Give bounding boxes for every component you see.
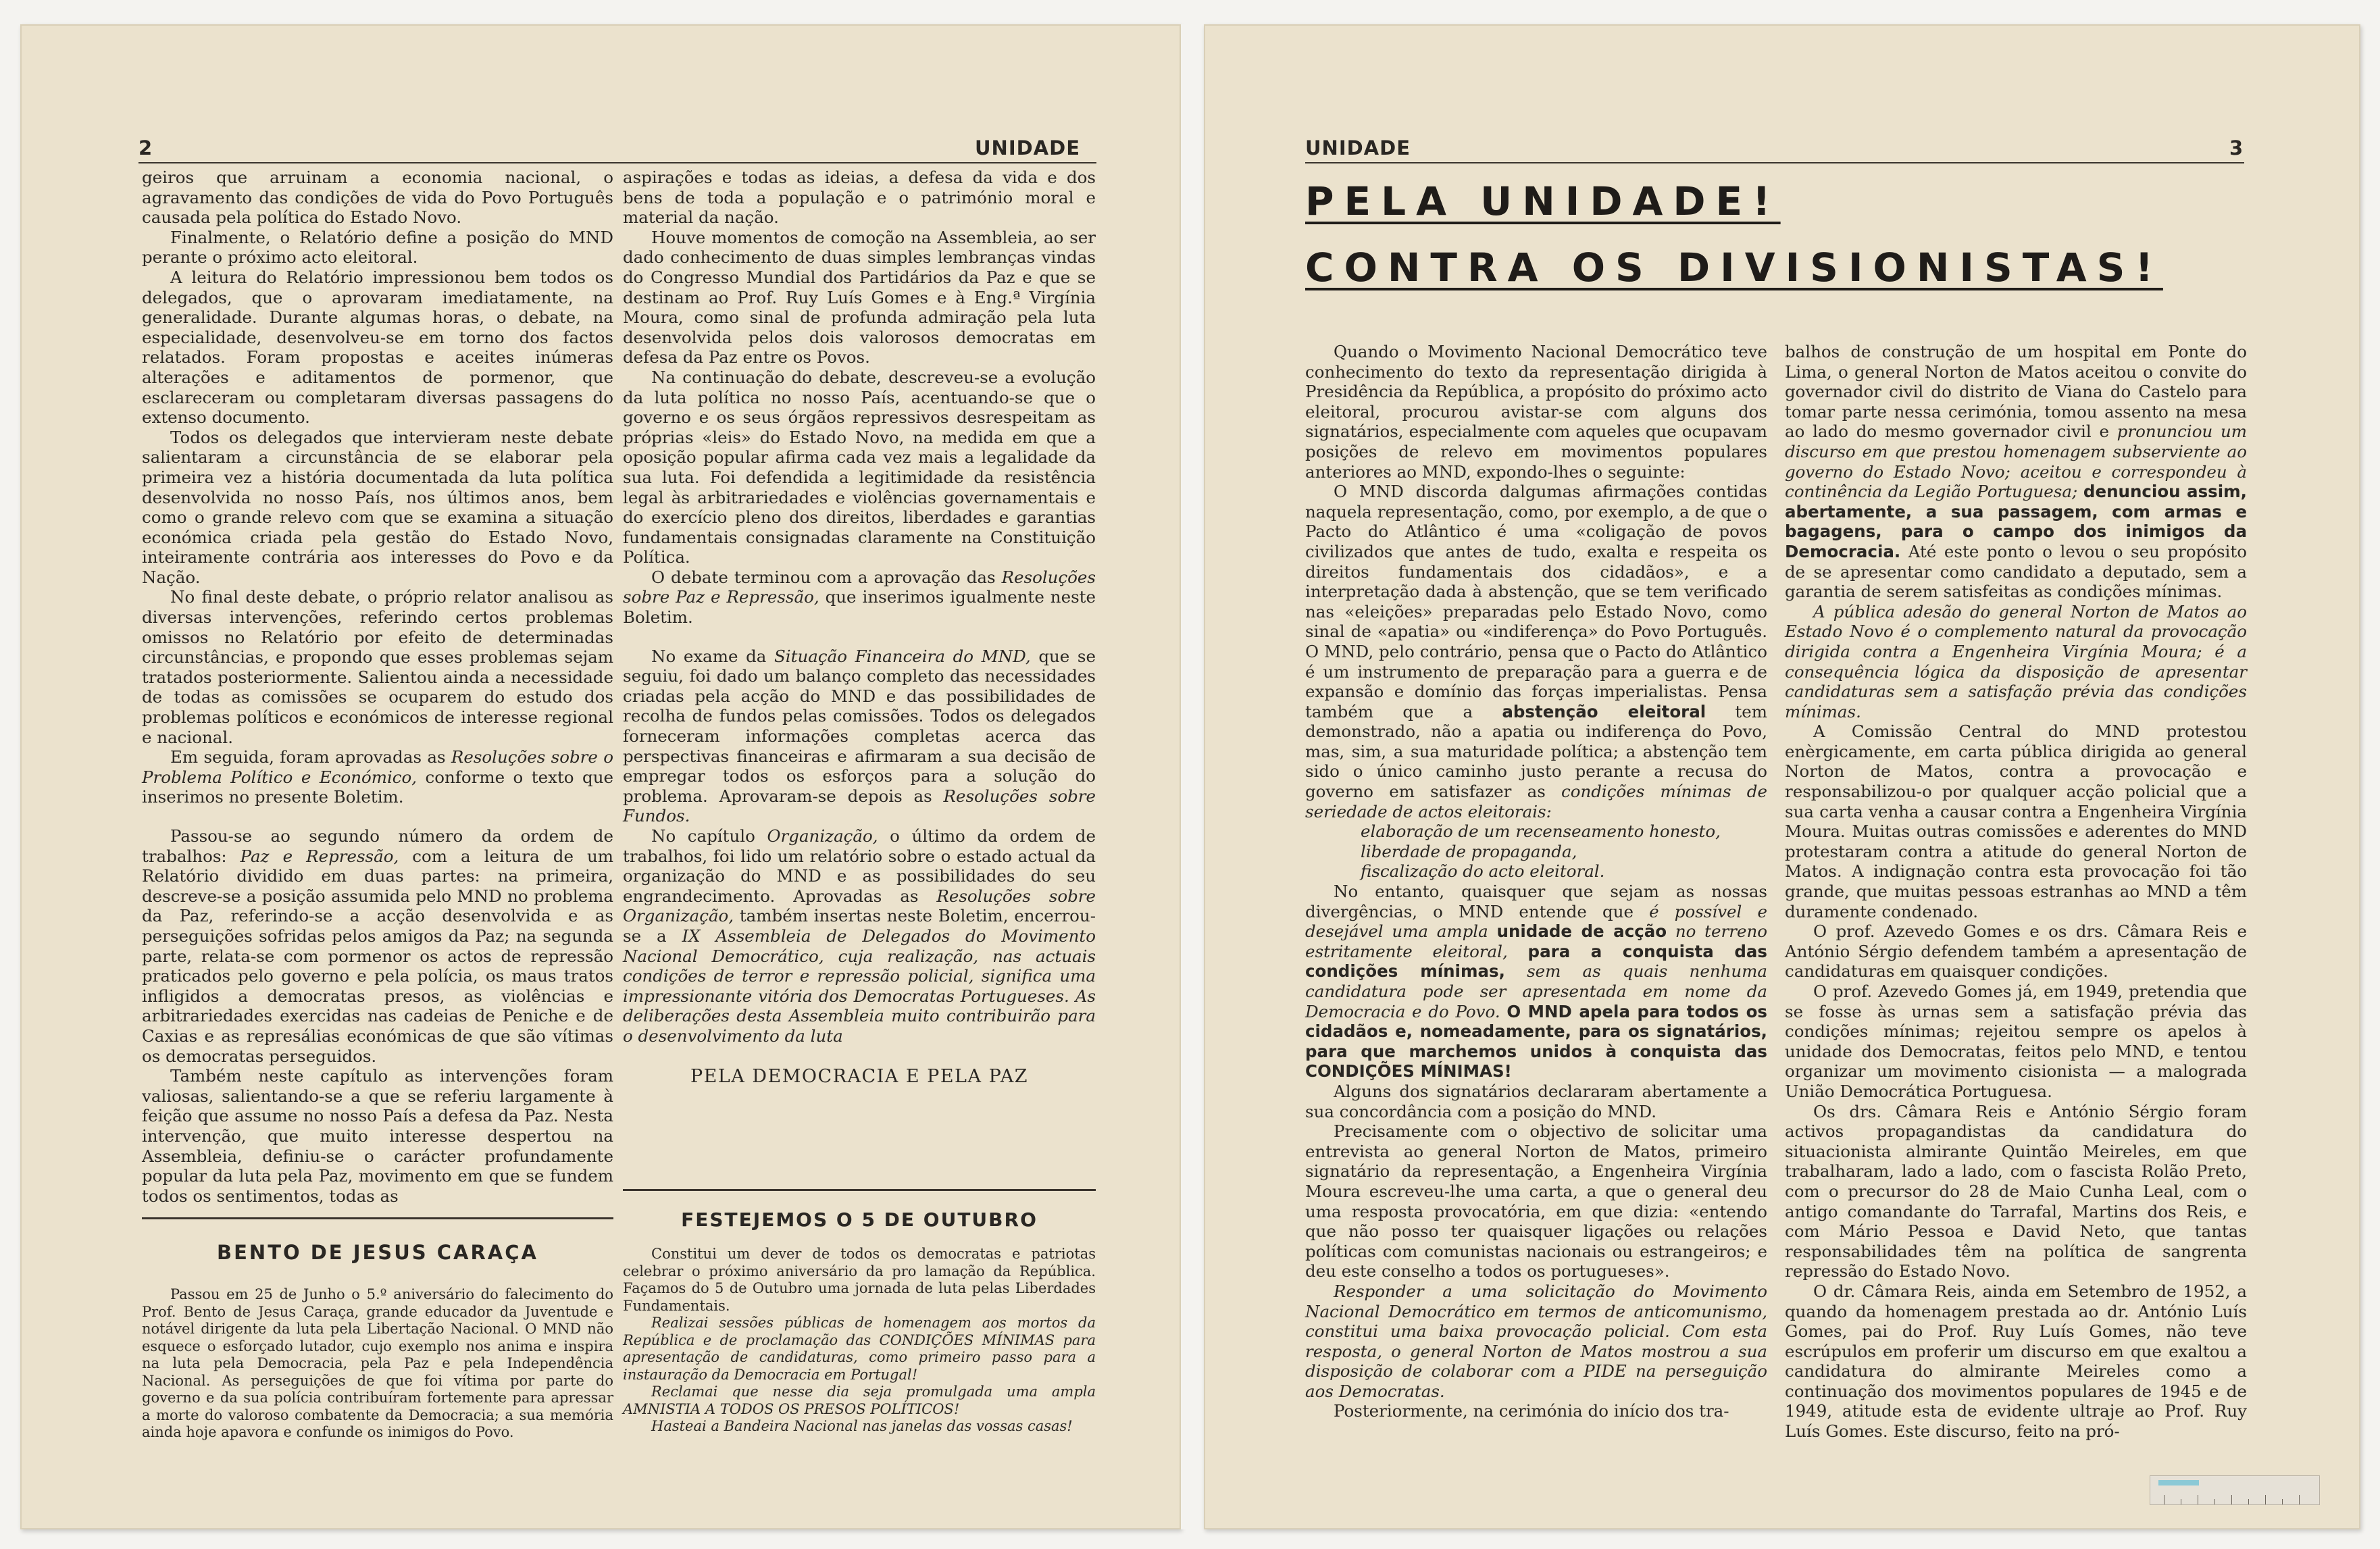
condition-item: elaboração de um recenseamento honesto, bbox=[1361, 821, 1721, 842]
paragraph: O prof. Azevedo Gomes e os drs. Câmara Reis e António Sérgio defendem também a apresentação de candidaturas em quaisquer condições. bbox=[1785, 921, 2247, 982]
column-left bbox=[142, 168, 613, 1206]
paragraph: Responder a uma solicitação do Movimento Nacional Democrático em termos de anticomunismo, constitui uma baixa provocação policial. Com esta resposta, o general Norton de Matos mostrou a sua disposição de colaborar com a PIDE na perseguição aos Democratas. bbox=[1305, 1281, 1767, 1401]
paragraph: Finalmente, o Relatório define a posição do MND perante o próximo acto eleitoral. bbox=[142, 227, 613, 268]
outubro-text: Hasteai a Bandeira Nacional nas janelas das vossas casas! bbox=[651, 1418, 1073, 1434]
paragraph: A leitura do Relatório impressionou bem todos os delegados, que o aprovaram imediatamente, na generalidade. Durante algumas horas, o debate, na especialidade, desenvolveu-se em torno dos factos relatados. Foram propostas e aceites inúmeras alterações e aditamentos de pormenor, que esclareceram ou completaram diversas passagens do extenso documento. bbox=[142, 267, 613, 428]
column-right bbox=[1785, 342, 2247, 1442]
outubro-text: Reclamai que nesse dia seja promulgada uma ampla AMNISTIA A TODOS OS PRESOS POLÍTICOS! bbox=[623, 1383, 1096, 1417]
paragraph: geiros que arruinam a economia nacional, o agravamento das condições de vida do Povo Português causada pela política do Estado Novo. bbox=[142, 168, 613, 228]
paragraph: A pública adesão do general Norton de Matos ao Estado Novo é o complemento natural da provocação dirigida contra a Engenheira Virgínia Moura; é a consequência lógica da disposição de apresentar candidaturas sem a satisfação prévia das condições mínimas. bbox=[1785, 601, 2247, 721]
paragraph: aspirações e todas as ideias, a defesa da vida e dos bens de toda a população e o património moral e material da nação. bbox=[623, 168, 1096, 228]
paragraph: Também neste capítulo as intervenções foram valiosas, salientando-se a que se referiu largamente à feição que assume no nosso País a defesa da Paz. Nesta intervenção, que muito interesse despertou na Assembleia, definiu-se o carácter profundamente popular da luta pela Paz, movimento em que se fundem todos os sentimentos, todas as bbox=[142, 1066, 613, 1206]
headline-unity: PELA UNIDADE! bbox=[1305, 178, 1781, 224]
outubro-box bbox=[623, 1201, 1096, 1436]
header-rule bbox=[1305, 162, 2244, 163]
column-left bbox=[1305, 342, 1767, 1421]
page-number: 2 bbox=[138, 136, 153, 159]
paragraph: No exame da Situação Financeira do MND, que se seguiu, foi dado um balanço completo das necessidades criadas pela acção do MND e das possibilidades de recolha de fundos pelas comissões. Todos os delegados forneceram informações completas acerca das perspectivas financeiras e afirmaram a sua decisão de empregar todos os esforços para a solução do problema. Aprovaram-se depois as Resoluções sobre Fundos. bbox=[623, 646, 1096, 826]
caraca-heading: BENTO DE JESUS CARAÇA bbox=[217, 1241, 538, 1264]
headline-divisionists: CONTRA OS DIVISIONISTAS! bbox=[1305, 245, 2163, 290]
paragraph: Passou-se ao segundo número da ordem de trabalhos: Paz e Repressão, com a leitura de um Relatório dividido em duas partes: na primeira, descreve-se a posição assumida pelo MND no problema da Paz, referindo-se a acção desenvolvida e as perseguições sofridas pelos amigos da Paz; na segunda parte, relata-se com pormenor os actos de repressão praticados pelo governo e pela polícia, os maus tratos infligidos a democratas presos, as violências e arbitrariedades exercidas nas cadeias de Peniche e de Caxias e as represálias económicas de que são vítimas os democratas perseguidos. bbox=[142, 826, 613, 1066]
outubro-text: Realizai sessões públicas de homenagem aos mortos da República e de proclamação das CONDIÇÕES MÍNIMAS para apresentação de candidaturas, como primeiro passo para a instauração da Democracia em Portugal! bbox=[623, 1315, 1096, 1383]
paragraph: Todos os delegados que intervieram neste debate salientaram a circunstância de se elaborar pela primeira vez a história documentada da luta política desenvolvida no nosso País, nos últimos anos, bem como o grande relevo com que se examina a situação económica criada pela gestão do Estado Novo, inteiramente contrária aos interesses do Povo e da Nação. bbox=[142, 427, 613, 587]
paragraph: A Comissão Central do MND protestou enèrgicamente, em carta pública dirigida ao general Norton de Matos, contra a provocação e responsabilizou-o por qualquer acção policial que a sua carta venha a causar contra a Engenheira Virgínia Moura. Muitas outras comissões e aderentes do MND protestaram contra a atitude do general Norton de Matos. A indignação contra esta provocação foi tão grande, que muitas pessoas estranhas ao MND a têm duramente condenado. bbox=[1785, 721, 2247, 921]
outubro-heading: FESTEJEMOS O 5 DE OUTUBRO bbox=[681, 1209, 1038, 1231]
running-title: UNIDADE bbox=[1305, 136, 1411, 159]
paragraph: Posteriormente, na cerimónia do início dos tra- bbox=[1334, 1401, 1729, 1421]
box-rule bbox=[142, 1217, 613, 1219]
running-title: UNIDADE bbox=[975, 136, 1081, 159]
paragraph: O dr. Câmara Reis, ainda em Setembro de 1952, a quando da homenagem prestada ao dr. António Luís Gomes, pai do Prof. Ruy Luís Gomes, não teve escrúpulos em proferir um discurso em que exaltou a candidatura do almirante Meireles como a continuação dos movimentos populares de 1945 e de 1949, atitude esta de evidente ultraje ao Prof. Ruy Luís Gomes. Este discurso, feito na pró- bbox=[1785, 1281, 2247, 1442]
paragraph: No final deste debate, o próprio relator analisou as diversas intervenções, referindo certos problemas omissos no Relatório por efeito de determinadas circunstâncias, e propondo que esses problemas sejam tratados posteriormente. Salientou ainda a necessidade de todas as comissões se ocuparem do estudo dos problemas políticos e económicos de interesse regional e nacional. bbox=[142, 587, 613, 747]
paragraph: Quando o Movimento Nacional Democrático teve conhecimento do texto da representação dirigida à Presidência da República, a propósito do próximo acto eleitoral, procurou avistar-se com alguns dos signatários, especialmente com aqueles que ocupavam posições de relevo em movimentos populares anteriores ao MND, expondo-lhes o seguinte: bbox=[1305, 342, 1767, 482]
condition-item: fiscalização do acto eleitoral. bbox=[1361, 861, 1605, 882]
paragraph: Houve momentos de comoção na Assembleia, ao ser dado conhecimento de duas simples lembranças vindas do Congresso Mundial dos Partidários da Paz e que se destinam ao Prof. Ruy Luís Gomes e à Eng.ª Virgínia Moura, como sinal de profunda admiração pela luta desenvolvida pelos dois valorosos democratas em defesa da Paz entre os Povos. bbox=[623, 227, 1096, 367]
paragraph: Em seguida, foram aprovadas as Resoluções sobre o Problema Político e Económico, conforme o texto que inserimos no presente Boletim. bbox=[142, 747, 613, 807]
page-gutter bbox=[1181, 24, 1204, 1529]
paragraph: balhos de construção de um hospital em Ponte do Lima, o general Norton de Matos aceitou o convite do governador civil do distrito de Viana do Castelo para tomar parte nessa cerimónia, tomou assento na mesa ao lado do mesmo governador civil e pronunciou um discurso em que prestou homenagem subserviente ao governo do Estado Novo; aceitou e correspondeu à continência da Legião Portuguesa; denunciou assim, abertamente, a sua passagem, com armas e bagagens, para o campo dos inimigos da Democracia. Até este ponto o levou o seu propósito de se apresentar como candidato a deputado, sem a garantia de serem satisfeitas as condições mínimas. bbox=[1785, 342, 2247, 602]
paragraph: Na continuação do debate, descreveu-se a evolução da luta política no nosso País, acentuando-se que o governo e os seus órgãos repressivos desrespeitam as próprias «leis» do Estado Novo, na medida em que a oposição popular afirma cada vez mais a legalidade da sua luta. Foi defendida a legitimidade da resistência legal às arbitrariedades e violências governamentais e do exercício pleno dos direitos, liberdades e garantias fundamentais consignadas claramente na Constituição Política. bbox=[623, 367, 1096, 567]
closing-slogan: PELA DEMOCRACIA E PELA PAZ bbox=[690, 1065, 1029, 1087]
paragraph: O debate terminou com a aprovação das Resoluções sobre Paz e Repressão, que inserimos igualmente neste Boletim. bbox=[623, 567, 1096, 628]
paragraph: No entanto, quaisquer que sejam as nossas divergências, o MND entende que é possível e desejável uma ampla unidade de acção no terreno estritamente eleitoral, para a conquista das condições mínimas, sem as quais nenhuma candidatura pode ser apresentada em nome da Democracia e do Povo. O MND apela para todos os cidadãos e, nomeadamente, para os signatários, para que marchemos unidos à conquista das CONDIÇÕES MÍNIMAS! bbox=[1305, 882, 1767, 1082]
left-page bbox=[20, 24, 1181, 1529]
caraca-box bbox=[142, 1234, 613, 1442]
outubro-text: Constitui um dever de todos os democratas e patriotas celebrar o próximo aniversário da pro lamação da República. Façamos do 5 de Outubro uma jornada de luta pelas Liberdades Fundamentais. bbox=[623, 1246, 1096, 1314]
page-number: 3 bbox=[2229, 136, 2244, 159]
color-patch bbox=[2158, 1480, 2199, 1485]
box-rule bbox=[623, 1189, 1096, 1191]
paragraph: Precisamente com o objectivo de solicitar uma entrevista ao general Norton de Matos, primeiro signatário da representação, a Engenheira Virgínia Moura escreveu-lhe uma carta, a que o general deu uma resposta provocatória, em que dizia: «entendo que não posso ter quaisquer ligações ou relações políticas com comunistas nacionais ou estrangeiros; e deu este conselho a todos os portugueses». bbox=[1305, 1121, 1767, 1281]
paragraph: No capítulo Organização, o último da ordem de trabalhos, foi lido um relatório sobre o estado actual da organização do MND e as possibilidades do seu engrandecimento. Aprovadas as Resoluções sobre Organização, também insertas neste Boletim, encerrou-se a IX Assembleia de Delegados do Movimento Nacional Democrático, cuja realização, nas actuais condições de terror e repressão policial, significa uma impressionante vitória dos Democratas Portugueses. As deliberações desta Assembleia muito contribuirão para o desenvolvimento da luta bbox=[623, 826, 1096, 1046]
paragraph: Os drs. Câmara Reis e António Sérgio foram activos propagandistas da candidatura do situacionista almirante Quintão Meireles, em que trabalharam, lado a lado, com o fascista Rolão Preto, com o precursor do 28 de Maio Cunha Leal, com o antigo comandante do Tarrafal, Martins dos Reis, e com Mário Pessoa e David Neto, que tantas responsabilidades têm na política de sangrenta repressão do Estado Novo. bbox=[1785, 1101, 2247, 1281]
scale-ruler bbox=[2150, 1475, 2320, 1505]
column-right bbox=[623, 168, 1096, 1086]
caraca-text: Passou em 25 de Junho o 5.º aniversário do falecimento do Prof. Bento de Jesus Caraça, grande educador da Juventude e notável dirigente da luta pela Libertação Nacional. O MND não esquece o esforçado lutador, cujo exemplo nos anima e inspira na luta pela Democracia, pela Paz e pela Independência Nacional. As perseguições de que foi vítima por parte do governo e da sua polícia contribuíram fortemente para apressar a morte do valoroso combatente da Democracia; a sua memória ainda hoje apavora e confunde os inimigos do Povo. bbox=[142, 1286, 613, 1440]
paragraph: Alguns dos signatários declararam abertamente a sua concordância com a posição do MND. bbox=[1305, 1081, 1767, 1121]
paragraph: O MND discorda dalgumas afirmações contidas naquela representação, como, por exemplo, a de que o Pacto do Atlântico é uma «coligação de povos civilizados que antes de tudo, exalta e respeita os direitos fundamentais dos cidadãos», e a interpretação dada à abstenção, que se tem verificado nas «eleições» preparadas pelo Estado Novo, como sinal de «apatia» ou «indiferença» do Povo Português. O MND, pelo contrário, pensa que o Pacto do Atlântico é um instrumento de preparação para a guerra e de expansão e domínio das forças imperialistas. Pensa também que a abstenção eleitoral tem demonstrado, não a apatia ou indiferença do Povo, mas, sim, a sua maturidade política; a abstenção tem sido o único caminho justo perante a recusa do governo em satisfazer as condições mínimas de seriedade de actos eleitorais: bbox=[1305, 482, 1767, 821]
paragraph: O prof. Azevedo Gomes já, em 1949, pretendia que se fosse às urnas sem a satisfação prévia das condições mínimas; rejeitou sempre os apelos à unidade dos Democratas, feitos pelo MND, e tentou organizar um movimento cisionista — a malograda União Democrática Portuguesa. bbox=[1785, 982, 2247, 1101]
header-rule bbox=[138, 162, 1096, 163]
condition-item: liberdade de propaganda, bbox=[1361, 841, 1577, 861]
right-page bbox=[1204, 24, 2360, 1529]
